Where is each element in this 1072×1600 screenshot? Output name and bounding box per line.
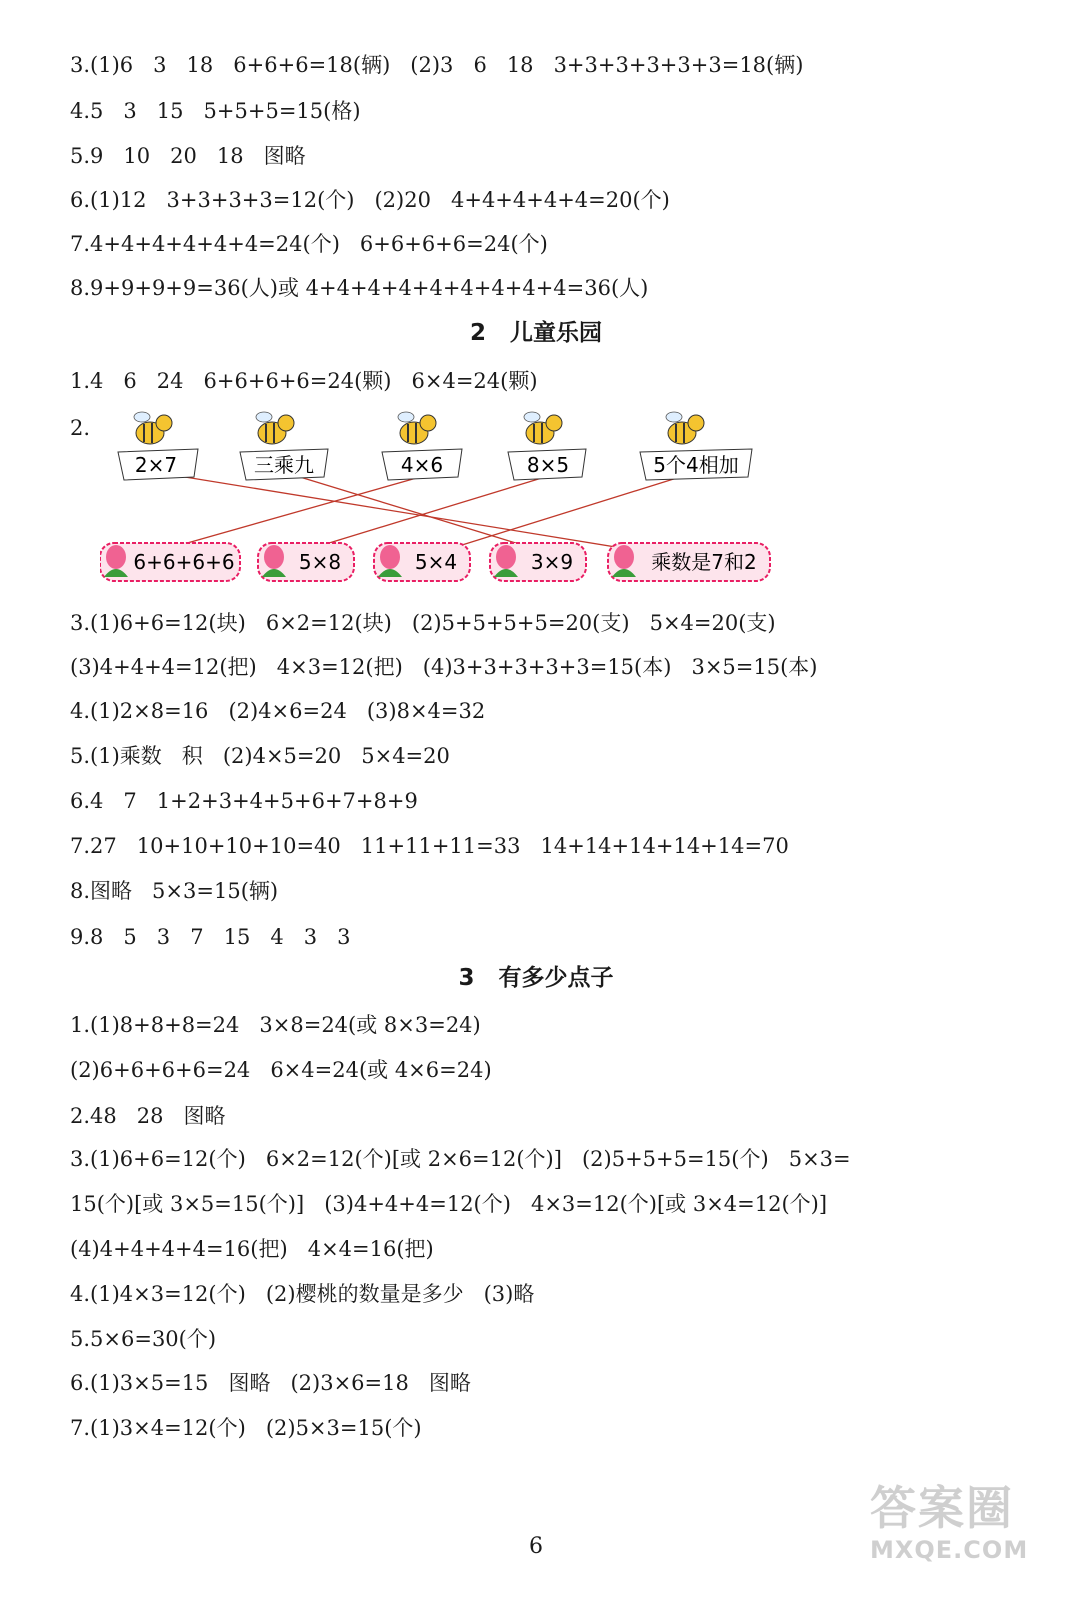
bee-icon bbox=[134, 412, 172, 444]
answer-line: 4.5 3 15 5+5+5=15(格) bbox=[70, 99, 361, 123]
flower-card bbox=[490, 543, 586, 581]
bee-card bbox=[640, 412, 752, 480]
answer-line: 4.(1)2×8=16 (2)4×6=24 (3)8×4=32 bbox=[70, 699, 486, 723]
bee-label: 三乘九 bbox=[254, 453, 314, 477]
answer-line: (3)4+4+4=12(把) 4×3=12(把) (4)3+3+3+3+3=15(本) 3×5=15(本) bbox=[70, 655, 818, 679]
watermark-top: 答案圈 bbox=[870, 1481, 1014, 1535]
question-label: 2. bbox=[70, 416, 91, 440]
flower-card bbox=[100, 543, 240, 581]
bee-label: 5个4相加 bbox=[653, 453, 739, 477]
answer-line: 7.4+4+4+4+4+4=24(个) 6+6+6+6=24(个) bbox=[70, 232, 548, 256]
bee-icon bbox=[398, 412, 436, 444]
answer-line: 1.4 6 24 6+6+6+6=24(颗) 6×4=24(颗) bbox=[70, 369, 538, 393]
answer-line: 3.(1)6+6=12(个) 6×2=12(个)[或 2×6=12(个)] (2)5+5+5=15(个) 5×3= bbox=[70, 1147, 851, 1171]
bee-label: 8×5 bbox=[526, 453, 570, 477]
answer-line: 7.27 10+10+10+10=40 11+11+11=33 14+14+14+14+14=70 bbox=[70, 834, 789, 858]
answer-line: 6.(1)3×5=15 图略 (2)3×6=18 图略 bbox=[70, 1371, 471, 1395]
watermark-logo bbox=[870, 1480, 1030, 1590]
answer-line: 3.(1)6+6=12(块) 6×2=12(块) (2)5+5+5+5=20(支) 5×4=20(支) bbox=[70, 611, 776, 635]
flower-label: 6+6+6+6 bbox=[133, 550, 235, 574]
answer-line: 9.8 5 3 7 15 4 3 3 bbox=[70, 925, 351, 949]
answer-line: 6.(1)12 3+3+3+3=12(个) (2)20 4+4+4+4+4=20(个) bbox=[70, 188, 670, 212]
bee-card bbox=[118, 412, 198, 480]
bee-icon bbox=[666, 412, 704, 444]
answer-line: 8.图略 5×3=15(辆) bbox=[70, 879, 279, 903]
answer-line: (2)6+6+6+6=24 6×4=24(或 4×6=24) bbox=[70, 1058, 492, 1082]
answer-line: 1.(1)8+8+8=24 3×8=24(或 8×3=24) bbox=[70, 1013, 481, 1037]
answer-line: 2.48 28 图略 bbox=[70, 1104, 226, 1128]
bee-card bbox=[240, 412, 328, 480]
watermark-bottom: MXQE.COM bbox=[870, 1536, 1029, 1564]
flower-card bbox=[258, 543, 354, 581]
bee-card bbox=[382, 412, 462, 480]
section-heading: 3 有多少点子 bbox=[458, 965, 614, 991]
answer-line: 4.(1)4×3=12(个) (2)樱桃的数量是多少 (3)略 bbox=[70, 1282, 535, 1306]
flower-label: 乘数是7和2 bbox=[651, 550, 757, 574]
answer-line: 5.5×6=30(个) bbox=[70, 1327, 217, 1351]
flower-label: 5×8 bbox=[298, 550, 342, 574]
answer-line: 3.(1)6 3 18 6+6+6=18(辆) (2)3 6 18 3+3+3+3+3+3=18(辆) bbox=[70, 53, 804, 77]
answer-line: (4)4+4+4+4=16(把) 4×4=16(把) bbox=[70, 1237, 434, 1261]
flower-label: 5×4 bbox=[414, 550, 458, 574]
bee-icon bbox=[256, 412, 294, 444]
section-heading: 2 儿童乐园 bbox=[469, 320, 603, 346]
answer-line: 7.(1)3×4=12(个) (2)5×3=15(个) bbox=[70, 1416, 422, 1440]
flower-label: 3×9 bbox=[530, 550, 574, 574]
bee-label: 2×7 bbox=[134, 453, 178, 477]
bee-label: 4×6 bbox=[400, 453, 444, 477]
answer-line: 5.(1)乘数 积 (2)4×5=20 5×4=20 bbox=[70, 744, 450, 768]
matching-diagram bbox=[100, 405, 790, 595]
flower-card bbox=[374, 543, 470, 581]
page-number: 6 bbox=[529, 1534, 543, 1559]
bee-icon bbox=[524, 412, 562, 444]
answer-line: 8.9+9+9+9=36(人)或 4+4+4+4+4+4+4+4+4=36(人) bbox=[70, 276, 649, 300]
answer-line: 6.4 7 1+2+3+4+5+6+7+8+9 bbox=[70, 789, 418, 813]
bee-card bbox=[508, 412, 586, 480]
answer-line: 5.9 10 20 18 图略 bbox=[70, 144, 306, 168]
answer-line: 15(个)[或 3×5=15(个)] (3)4+4+4=12(个) 4×3=12(个)[或 3×4=12(个)] bbox=[70, 1192, 828, 1216]
flower-card bbox=[608, 543, 770, 581]
